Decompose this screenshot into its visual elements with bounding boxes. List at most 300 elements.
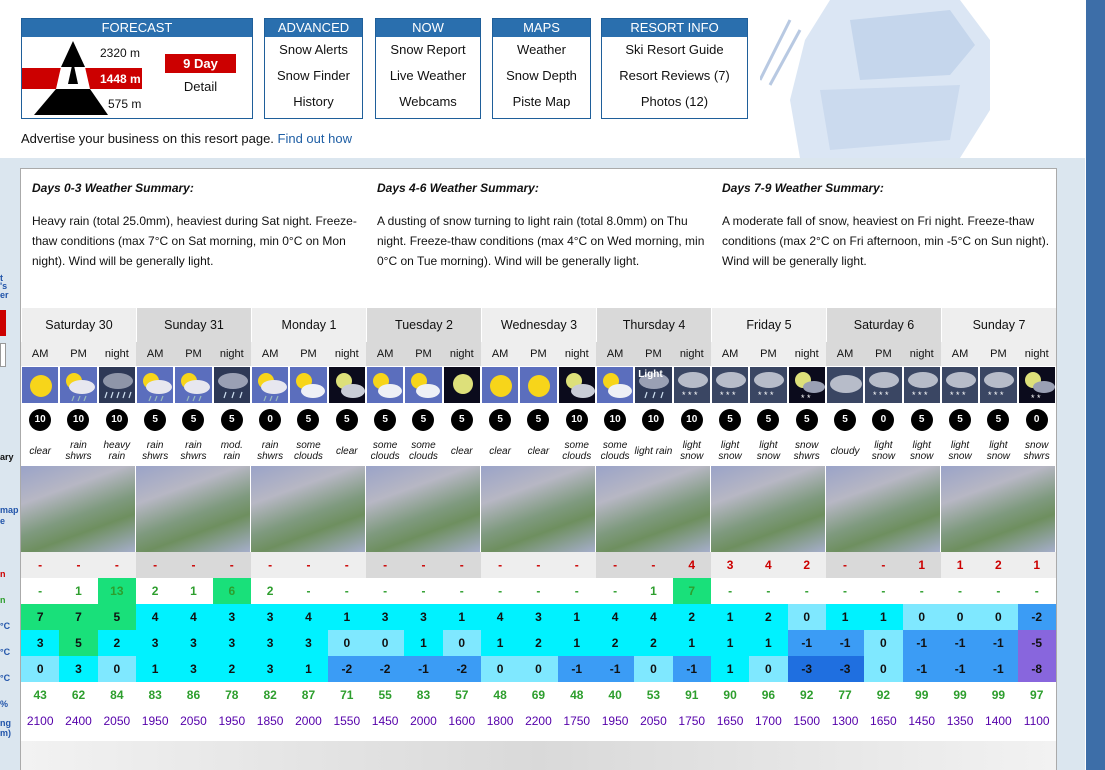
- freezing-level-value: 1850: [251, 708, 289, 734]
- freezing-level-value: 1950: [213, 708, 251, 734]
- humidity-value: 86: [174, 682, 212, 708]
- period-label: AM: [596, 342, 634, 366]
- left-label: map: [0, 505, 19, 515]
- humidity-row: [21, 682, 1056, 708]
- wind-chill-value: -1: [979, 656, 1017, 682]
- period-label: PM: [979, 342, 1017, 366]
- right-scroll-bar: [1086, 0, 1105, 770]
- svg-text:* * *: * * *: [949, 390, 966, 400]
- period-label: night: [903, 342, 941, 366]
- period-label: night: [673, 342, 711, 366]
- period-label: AM: [251, 342, 289, 366]
- rain-value: -: [979, 578, 1017, 604]
- freezing-level-value: 2050: [98, 708, 136, 734]
- forecast-map-thumbnail[interactable]: [21, 466, 136, 552]
- humidity-value: 83: [404, 682, 442, 708]
- svg-text:* * *: * * *: [681, 390, 698, 400]
- snow-value: -: [519, 552, 557, 578]
- wind-arrow-icon: 5: [182, 409, 204, 431]
- humidity-value: 99: [941, 682, 979, 708]
- freezing-level-value: 1750: [673, 708, 711, 734]
- min-temp-value: -1: [941, 630, 979, 656]
- period-label: AM: [481, 342, 519, 366]
- max-temp-value: -2: [1018, 604, 1056, 630]
- max-temp-value: 1: [443, 604, 481, 630]
- forecast-map-thumbnail[interactable]: [251, 466, 366, 552]
- wind-chill-value: 0: [98, 656, 136, 682]
- snow-value: -: [174, 552, 212, 578]
- sun-cloud-icon: [596, 366, 634, 404]
- max-temp-value: 0: [788, 604, 826, 630]
- rain-value: -: [596, 578, 634, 604]
- snow-finder-link[interactable]: Snow Finder: [277, 68, 350, 83]
- wind-arrow-icon: 5: [911, 409, 933, 431]
- summary-text: A moderate fall of snow, heaviest on Fri night. Freeze-thaw conditions (max 2°C on Fri afternoon, min -5°C on Sun night). Wind will be generally light.: [722, 214, 1050, 268]
- weather-summary: light snow: [871, 440, 896, 462]
- wind-arrow-icon: 5: [796, 409, 818, 431]
- snow-value: -: [21, 552, 59, 578]
- weather-summary: clear: [450, 445, 473, 457]
- humidity-value: 71: [328, 682, 366, 708]
- period-label: AM: [21, 342, 59, 366]
- rain-value: -: [289, 578, 327, 604]
- humidity-value: 82: [251, 682, 289, 708]
- left-label: °C: [0, 673, 11, 683]
- snow-value: -: [481, 552, 519, 578]
- humidity-value: 78: [213, 682, 251, 708]
- snow-value: -: [59, 552, 97, 578]
- svg-text:* * *: * * *: [988, 390, 1004, 400]
- max-temp-row: [21, 604, 1056, 630]
- min-temp-row: [21, 630, 1056, 656]
- moon-cloud-icon: [558, 366, 596, 404]
- min-temp-value: -1: [903, 630, 941, 656]
- humidity-value: 69: [519, 682, 557, 708]
- weather-summary: some clouds: [408, 440, 438, 462]
- forecast-map-thumbnail[interactable]: [481, 466, 596, 552]
- weather-summary: heavy rain: [103, 440, 131, 462]
- rain-value: 7: [673, 578, 711, 604]
- left-label: t: [0, 273, 3, 283]
- wind-chill-value: -2: [443, 656, 481, 682]
- wind-cell: [443, 404, 481, 436]
- snow-value: 1: [1018, 552, 1056, 578]
- wind-cell: [21, 404, 59, 436]
- freezing-level-value: 2050: [634, 708, 672, 734]
- period-label: PM: [519, 342, 557, 366]
- day-header-row: [21, 308, 1056, 342]
- snow-depth-link[interactable]: Snow Depth: [506, 68, 577, 83]
- forecast-box: [21, 18, 253, 119]
- cloud-snow-icon: [711, 366, 749, 404]
- freezing-level-value: 2000: [289, 708, 327, 734]
- rain-value: -: [903, 578, 941, 604]
- freezing-level-value: 1600: [443, 708, 481, 734]
- history-link[interactable]: History: [293, 94, 334, 109]
- rain-value: -: [749, 578, 787, 604]
- cloud-snow-icon: [941, 366, 979, 404]
- forecast-map-thumbnail[interactable]: [711, 466, 826, 552]
- min-temp-value: 1: [558, 630, 596, 656]
- min-temp-value: 1: [481, 630, 519, 656]
- freezing-level-value: 2000: [404, 708, 442, 734]
- wind-cell: [749, 404, 787, 436]
- wind-chill-value: 0: [864, 656, 902, 682]
- weather-summary: some clouds: [562, 440, 592, 462]
- rain-value: -: [1018, 578, 1056, 604]
- humidity-value: 77: [826, 682, 864, 708]
- period-label: PM: [289, 342, 327, 366]
- wind-cell: [289, 404, 327, 436]
- period-label: AM: [826, 342, 864, 366]
- rain-value: -: [404, 578, 442, 604]
- freezing-level-value: 1650: [711, 708, 749, 734]
- header-area: [0, 0, 1085, 158]
- snow-value: -: [289, 552, 327, 578]
- wind-cell: [826, 404, 864, 436]
- left-label: m): [0, 728, 11, 738]
- period-label: AM: [366, 342, 404, 366]
- min-temp-value: 0: [864, 630, 902, 656]
- forecast-map-thumbnail[interactable]: [366, 466, 481, 552]
- sun-cloud-rain-icon: [136, 366, 174, 404]
- min-temp-value: 2: [98, 630, 136, 656]
- wind-arrow-icon: 10: [67, 409, 89, 431]
- left-label: ary: [0, 452, 14, 462]
- weather-summary: mod. rain: [220, 440, 243, 462]
- forecast-map-thumbnail[interactable]: [596, 466, 711, 552]
- cloud-rain-icon: [213, 366, 251, 404]
- weather-map-link[interactable]: Weather: [517, 42, 566, 57]
- rain-value: -: [366, 578, 404, 604]
- weather-summary: clear: [335, 445, 358, 457]
- cloud-snow-icon: [979, 366, 1017, 404]
- humidity-value: 43: [21, 682, 59, 708]
- day-header: Thursday 4: [596, 308, 711, 342]
- forecast-header[interactable]: FORECAST: [22, 19, 252, 37]
- min-temp-value: -1: [979, 630, 1017, 656]
- min-temp-value: -1: [826, 630, 864, 656]
- wind-arrow-icon: 5: [451, 409, 473, 431]
- period-label: PM: [59, 342, 97, 366]
- weather-summary: light snow: [986, 440, 1011, 462]
- freezing-level-value: 2400: [59, 708, 97, 734]
- rain-value: 1: [174, 578, 212, 604]
- period-label: night: [328, 342, 366, 366]
- freezing-level-value: 1700: [749, 708, 787, 734]
- rain-value: -: [864, 578, 902, 604]
- elevation-bottom[interactable]: 575 m: [108, 97, 142, 111]
- min-temp-value: 3: [174, 630, 212, 656]
- max-temp-value: 2: [673, 604, 711, 630]
- forecast-map-thumbnail[interactable]: [826, 466, 941, 552]
- forecast-map-thumbnail[interactable]: [136, 466, 251, 552]
- rain-value: 13: [98, 578, 136, 604]
- piste-map-link[interactable]: Piste Map: [512, 94, 571, 109]
- forecast-panel: [20, 168, 1057, 770]
- wind-cell: [328, 404, 366, 436]
- left-label: e: [0, 516, 6, 526]
- elevation-mid[interactable]: 1448 m: [100, 72, 141, 86]
- day-header: Sunday 31: [136, 308, 251, 342]
- wind-arrow-icon: 10: [566, 409, 588, 431]
- min-temp-value: 1: [673, 630, 711, 656]
- sun-cloud-rain-icon: [174, 366, 212, 404]
- wind-arrow-icon: 5: [834, 409, 856, 431]
- sun-icon: [481, 366, 519, 404]
- summary-title: Days 0-3 Weather Summary:: [32, 181, 194, 195]
- period-label: PM: [174, 342, 212, 366]
- mountain-icon[interactable]: [30, 39, 110, 117]
- weather-summary: cloudy: [830, 445, 860, 457]
- wind-cell: [673, 404, 711, 436]
- wind-cell: [558, 404, 596, 436]
- summary-title: Days 7-9 Weather Summary:: [722, 181, 884, 195]
- summary-days-4-6: [377, 181, 707, 271]
- max-temp-value: 0: [903, 604, 941, 630]
- humidity-value: 97: [1018, 682, 1056, 708]
- find-out-how-link[interactable]: Find out how: [277, 131, 352, 146]
- sun-cloud-icon: [366, 366, 404, 404]
- min-temp-value: 5: [59, 630, 97, 656]
- max-temp-value: 1: [864, 604, 902, 630]
- rain-value: -: [826, 578, 864, 604]
- max-temp-value: 1: [711, 604, 749, 630]
- now-header: NOW: [376, 19, 480, 37]
- snow-value: 2: [979, 552, 1017, 578]
- svg-text:* * *: * * *: [873, 390, 889, 400]
- left-label: °C: [0, 621, 11, 631]
- summary-days-7-9: [722, 181, 1052, 271]
- snow-value: -: [136, 552, 174, 578]
- wind-cell: [251, 404, 289, 436]
- forecast-map-thumbnail[interactable]: [941, 466, 1056, 552]
- period-label: AM: [941, 342, 979, 366]
- humidity-value: 99: [903, 682, 941, 708]
- humidity-value: 40: [596, 682, 634, 708]
- cloud-snow-icon: [903, 366, 941, 404]
- wind-cell: [979, 404, 1017, 436]
- wind-chill-value: -3: [788, 656, 826, 682]
- snow-alerts-link[interactable]: Snow Alerts: [279, 42, 348, 57]
- min-temp-value: 2: [634, 630, 672, 656]
- wind-chill-value: 0: [519, 656, 557, 682]
- humidity-value: 62: [59, 682, 97, 708]
- wind-arrow-icon: 10: [604, 409, 626, 431]
- day-header: Tuesday 2: [366, 308, 481, 342]
- rain-value: 1: [59, 578, 97, 604]
- rain-value: -: [941, 578, 979, 604]
- period-label: night: [443, 342, 481, 366]
- light-label: Light: [638, 369, 663, 380]
- left-input-edge[interactable]: [0, 343, 6, 367]
- max-temp-value: 0: [979, 604, 1017, 630]
- detail-link[interactable]: Detail: [183, 79, 218, 94]
- snow-value: -: [443, 552, 481, 578]
- day-header: Friday 5: [711, 308, 826, 342]
- period-label: PM: [634, 342, 672, 366]
- rain-row: [21, 578, 1056, 604]
- humidity-value: 91: [673, 682, 711, 708]
- left-label: %: [0, 699, 9, 709]
- freezing-level-value: 1800: [481, 708, 519, 734]
- wind-chill-value: -1: [673, 656, 711, 682]
- max-temp-value: 1: [558, 604, 596, 630]
- weather-summary: rain shwrs: [65, 440, 92, 462]
- freezing-level-value: 2050: [174, 708, 212, 734]
- min-temp-value: 2: [596, 630, 634, 656]
- humidity-value: 57: [443, 682, 481, 708]
- summary-title: Days 4-6 Weather Summary:: [377, 181, 539, 195]
- min-temp-value: 3: [289, 630, 327, 656]
- svg-text:* * *: * * *: [719, 390, 736, 400]
- weather-summary: some clouds: [600, 440, 630, 462]
- max-temp-value: 3: [519, 604, 557, 630]
- humidity-value: 48: [481, 682, 519, 708]
- freezing-level-value: 1100: [1018, 708, 1056, 734]
- wind-arrow-icon: 5: [336, 409, 358, 431]
- snow-value: -: [404, 552, 442, 578]
- advertise-text: [21, 131, 352, 146]
- rain-value: -: [21, 578, 59, 604]
- freezing-level-value: 1750: [558, 708, 596, 734]
- max-temp-value: 2: [749, 604, 787, 630]
- weather-summary: light snow: [718, 440, 742, 462]
- period-label: night: [213, 342, 251, 366]
- snow-value: -: [328, 552, 366, 578]
- min-temp-value: 2: [519, 630, 557, 656]
- wind-chill-value: -1: [558, 656, 596, 682]
- weather-summary: some clouds: [370, 440, 400, 462]
- elevation-top[interactable]: 2320 m: [100, 46, 141, 60]
- humidity-value: 92: [864, 682, 902, 708]
- humidity-value: 55: [366, 682, 404, 708]
- sun-cloud-rain-icon: [59, 366, 97, 404]
- snow-report-link[interactable]: Snow Report: [390, 42, 466, 57]
- wind-arrow-icon: 10: [29, 409, 51, 431]
- max-temp-value: 1: [826, 604, 864, 630]
- summary-days-0-3: [32, 181, 362, 271]
- wind-cell: [941, 404, 979, 436]
- wind-cell: [519, 404, 557, 436]
- wind-arrow-icon: 10: [642, 409, 664, 431]
- max-temp-value: 3: [251, 604, 289, 630]
- wind-cell: [903, 404, 941, 436]
- resort-reviews-link[interactable]: Resort Reviews (7): [619, 68, 730, 83]
- period-label: night: [558, 342, 596, 366]
- left-label: °C: [0, 647, 11, 657]
- day-header: Wednesday 3: [481, 308, 596, 342]
- sun-icon: [21, 366, 59, 404]
- wind-cell: [596, 404, 634, 436]
- right-edge: [1085, 0, 1105, 770]
- snow-value: -: [558, 552, 596, 578]
- weather-summary: rain shwrs: [257, 440, 284, 462]
- snow-value: 1: [941, 552, 979, 578]
- freezing-level-value: 1350: [941, 708, 979, 734]
- freezing-level-value: 2100: [21, 708, 59, 734]
- cloud-snow-icon: [673, 366, 711, 404]
- day-header: Monday 1: [251, 308, 366, 342]
- wind-arrow-icon: 5: [297, 409, 319, 431]
- wind-chill-value: 0: [21, 656, 59, 682]
- wind-arrow-icon: 5: [489, 409, 511, 431]
- humidity-value: 99: [979, 682, 1017, 708]
- skier-illustration: [760, 0, 1000, 158]
- wind-arrow-icon: 0: [872, 409, 894, 431]
- map-row: [21, 466, 1056, 552]
- left-label: n: [0, 569, 6, 579]
- wind-row: [21, 404, 1056, 436]
- freezing-level-value: 1400: [979, 708, 1017, 734]
- wind-chill-value: -1: [941, 656, 979, 682]
- wind-chill-value: 3: [251, 656, 289, 682]
- wind-cell: [788, 404, 826, 436]
- rain-value: 2: [251, 578, 289, 604]
- weather-summary: light rain: [634, 445, 673, 457]
- freezing-level-value: 1550: [328, 708, 366, 734]
- snow-value: 4: [673, 552, 711, 578]
- ski-resort-guide-link[interactable]: Ski Resort Guide: [625, 42, 724, 57]
- left-red-tab[interactable]: [0, 310, 6, 336]
- webcams-link[interactable]: Webcams: [399, 94, 457, 109]
- wind-chill-value: 3: [174, 656, 212, 682]
- weather-summary: light snow: [756, 440, 781, 462]
- min-temp-value: -5: [1018, 630, 1056, 656]
- snow-value: -: [596, 552, 634, 578]
- max-temp-value: 3: [366, 604, 404, 630]
- freezing-level-value: 1450: [903, 708, 941, 734]
- max-temp-value: 5: [98, 604, 136, 630]
- cloud-heavy-rain-icon: [98, 366, 136, 404]
- sun-cloud-icon: [404, 366, 442, 404]
- snow-value: 2: [788, 552, 826, 578]
- weather-summary: snow shwrs: [1023, 440, 1050, 462]
- rain-value: -: [788, 578, 826, 604]
- wind-chill-value: -2: [366, 656, 404, 682]
- min-temp-value: 3: [21, 630, 59, 656]
- freezing-level-value: 1950: [136, 708, 174, 734]
- wind-arrow-icon: 5: [221, 409, 243, 431]
- live-weather-link[interactable]: Live Weather: [389, 68, 467, 83]
- rain-value: -: [519, 578, 557, 604]
- snow-row: [21, 552, 1056, 578]
- rain-value: -: [711, 578, 749, 604]
- svg-text:* *: * *: [1030, 393, 1041, 403]
- weather-summary: clear: [527, 445, 550, 457]
- wind-cell: [136, 404, 174, 436]
- wind-arrow-icon: 10: [681, 409, 703, 431]
- snow-value: 1: [903, 552, 941, 578]
- advanced-header: ADVANCED: [265, 19, 362, 37]
- max-temp-value: 3: [404, 604, 442, 630]
- wind-arrow-icon: 5: [757, 409, 779, 431]
- wind-cell: [711, 404, 749, 436]
- left-label: er: [0, 290, 9, 300]
- wind-chill-value: 1: [289, 656, 327, 682]
- min-temp-value: 1: [711, 630, 749, 656]
- bottom-strip: [21, 741, 1056, 770]
- max-temp-value: 4: [136, 604, 174, 630]
- max-temp-value: 4: [596, 604, 634, 630]
- max-temp-value: 3: [213, 604, 251, 630]
- nine-day-button[interactable]: 9 Day: [165, 54, 236, 73]
- wind-chill-value: 3: [59, 656, 97, 682]
- wind-cell: [864, 404, 902, 436]
- photos-link[interactable]: Photos (12): [640, 94, 709, 109]
- snow-value: -: [826, 552, 864, 578]
- now-box: [375, 18, 481, 119]
